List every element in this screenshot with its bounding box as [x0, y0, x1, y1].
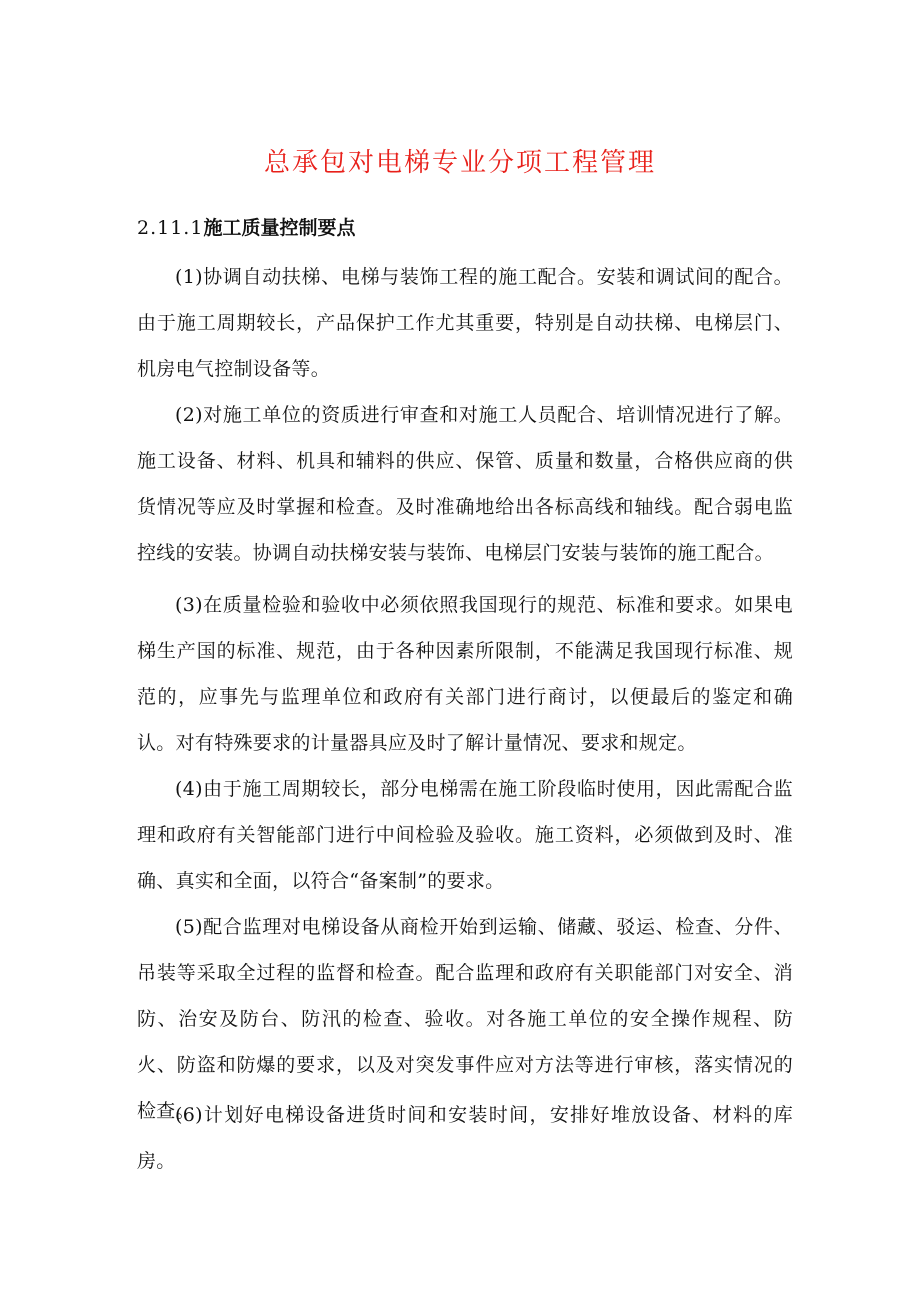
paragraph-1: (1)协调自动扶梯、电梯与装饰工程的施工配合。安装和调试间的配合。由于施工周期较长，产品保护工作尤其重要，特别是自动扶梯、电梯层门、机房电气控制设备等。 — [137, 266, 793, 380]
paragraph-3: (3)在质量检验和验收中必须依照我国现行的规范、标准和要求。如果电梯生产国的标准、规范，由于各种因素所限制，不能满足我国现行标准、规范的，应事先与监理单位和政府有关部门进行商讨，以便最后的鉴定和确认。对有特殊要求的计量器具应及时了解计量情况、要求和规定。 — [137, 594, 793, 754]
paragraph-5: (5)配合监理对电梯设备从商检开始到运输、储藏、驳运、检查、分件、吊装等采取全过程的监督和检查。配合监理和政府有关职能部门对安全、消防、治安及防台、防汛的检查、验收。对各施工单位的安全操作规程、防火、防盗和防爆的要求，以及对突发事件应对方法等进行审核，落实情况的检查。 — [137, 916, 793, 1122]
section-heading — [137, 210, 355, 246]
paragraph-6: (6)计划好电梯设备进货时间和安装时间，安排好堆放设备、材料的库房。 — [137, 1104, 793, 1172]
paragraph-4: (4)由于施工周期较长，部分电梯需在施工阶段临时使用，因此需配合监理和政府有关智能部门进行中间检验及验收。施工资料，必须做到及时、准确、真实和全面，以符合“备案制”的要求。 — [137, 778, 793, 892]
document-title: 总承包对电梯专业分项工程管理 — [263, 148, 656, 178]
section-heading-label: 施工质量控制要点 — [203, 217, 356, 239]
paragraph-2: (2)对施工单位的资质进行审查和对施工人员配合、培训情况进行了解。施工设备、材料、机具和辅料的供应、保管、质量和数量，合格供应商的供货情况等应及时掌握和检查。及时准确地给出各标高线和轴线。配合弱电监控线的安装。协调自动扶梯安装与装饰、电梯层门安装与装饰的施工配合。 — [137, 404, 793, 564]
section-number: 2.11.1 — [137, 217, 204, 239]
